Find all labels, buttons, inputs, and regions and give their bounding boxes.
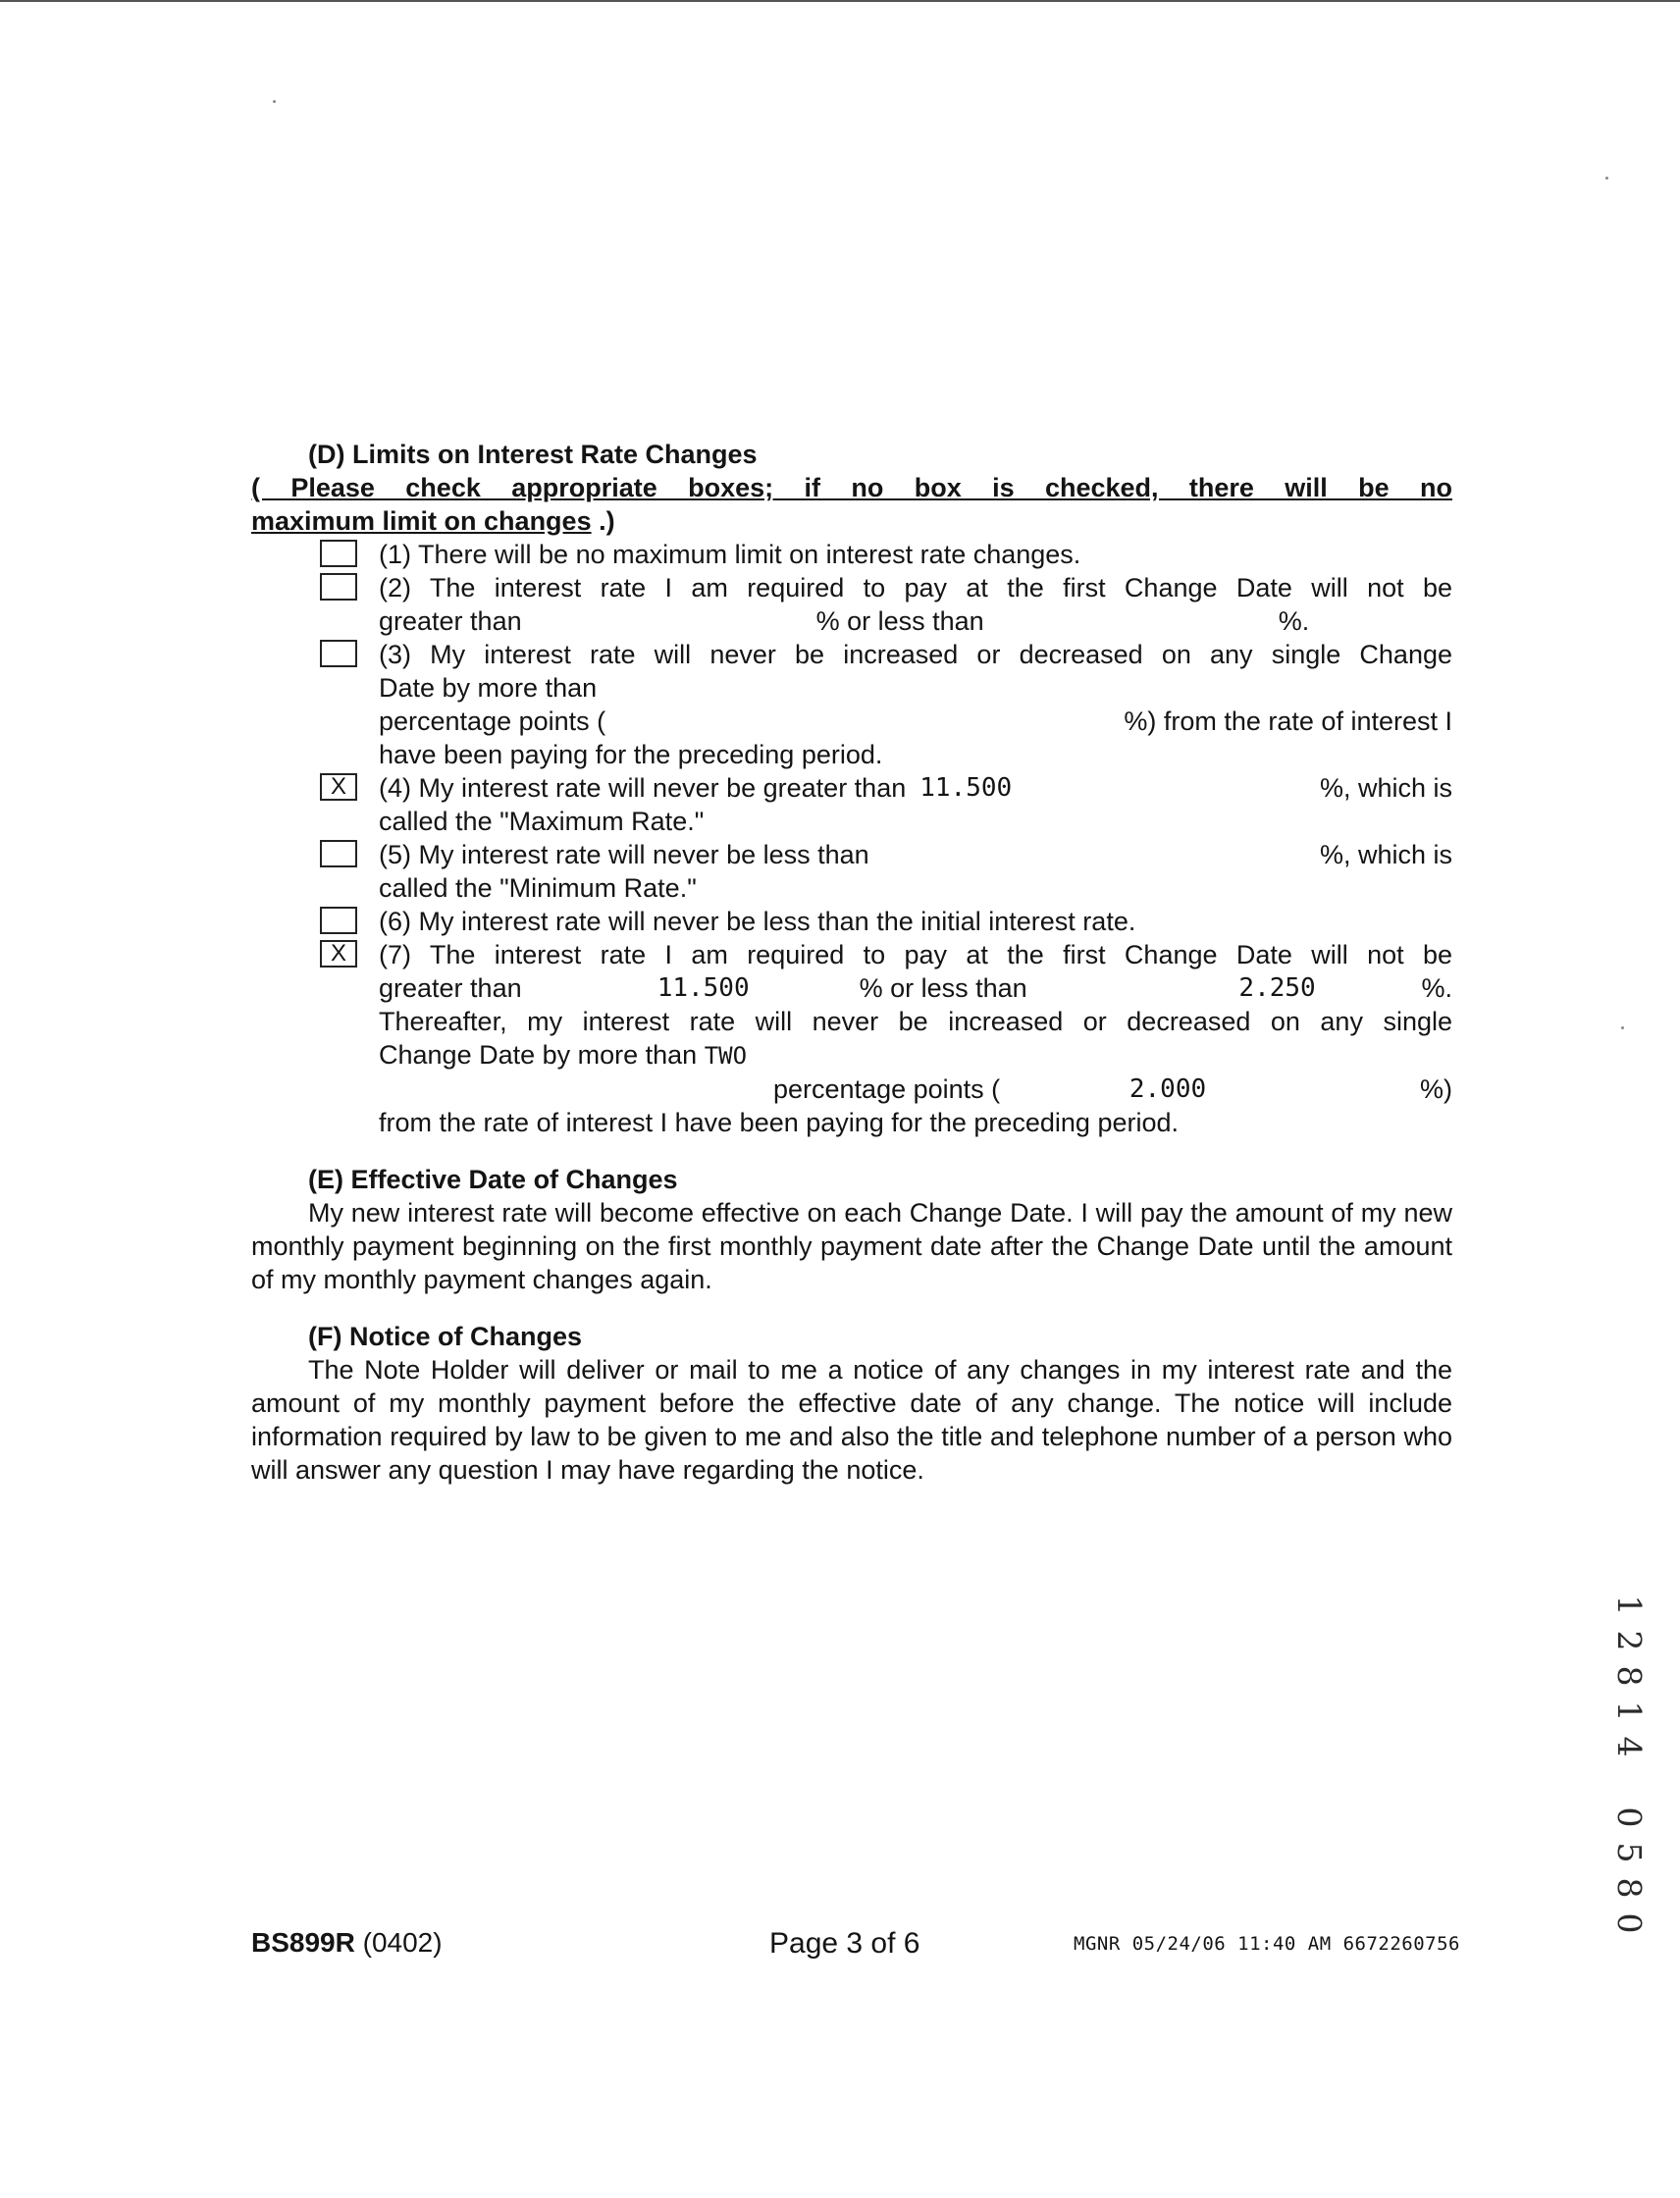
option-1-text: (1) There will be no maximum limit on interest rate changes. (379, 540, 1081, 569)
option-6-text: (6) My interest rate will never be less than the initial interest rate. (379, 907, 1136, 936)
option-6 (251, 905, 1452, 938)
form-code-rest: (0402) (354, 1927, 443, 1958)
side-number-char: 8 (1610, 1665, 1649, 1687)
option-6-checkbox[interactable] (320, 907, 357, 934)
option-7-word-value: TWO (704, 1042, 748, 1070)
section-f-body: The Note Holder will deliver or mail to me a notice of any changes in my interest rate and the amount of my monthly payment before the effective date of any change. The notice will include information required by law to be given to me and also the title and telephone number of a person who will answer any question I may have regarding the notice. (251, 1355, 1452, 1485)
option-7-min-value: 2.250 (1238, 973, 1316, 1003)
option-7-percent: %. (1421, 973, 1452, 1003)
scan-speck (1621, 1026, 1624, 1029)
option-2-line-1: (2) The interest rate I am required to pay at the first Change Date will not be (379, 573, 1452, 602)
instruction-line-2 (251, 504, 1452, 538)
side-number-char: 1 (1610, 1595, 1649, 1616)
fax-stamp: MGNR 05/24/06 11:40 AM 6672260756 (1074, 1933, 1460, 1955)
side-number-char: 0 (1610, 1806, 1649, 1828)
option-3-from-rate: %) from the rate of interest I (1124, 706, 1452, 736)
option-7-max-value: 11.500 (656, 973, 750, 1003)
option-7-less-than: % or less than (859, 973, 1027, 1003)
option-5-line-1 (379, 838, 1452, 871)
option-5-checkbox[interactable] (320, 840, 357, 867)
option-7-close-paren: %) (1420, 1074, 1452, 1104)
option-7-gap-2 (1316, 971, 1422, 1005)
scan-speck (273, 100, 276, 103)
option-3-line-1: (3) My interest rate will never be increased or decreased on any single Change (379, 640, 1452, 669)
section-d-heading: (D) Limits on Interest Rate Changes (308, 440, 758, 469)
option-5 (251, 838, 1452, 905)
side-number-char: 4 (1610, 1736, 1649, 1757)
section-e-heading: (E) Effective Date of Changes (308, 1165, 678, 1194)
option-7-line-4 (379, 1038, 1452, 1073)
option-7-points-value: 2.000 (1129, 1074, 1207, 1104)
option-4-line-1 (379, 771, 1452, 805)
form-code (251, 1927, 443, 1959)
section-f-heading: (F) Notice of Changes (308, 1322, 583, 1351)
option-7-gap-3 (1206, 1073, 1420, 1106)
spacer-e-f (251, 1296, 1452, 1320)
option-7-gap-1 (750, 971, 860, 1005)
option-3-points: percentage points ( (379, 706, 606, 736)
option-7-line-5 (379, 1073, 1452, 1106)
top-edge-line (0, 0, 1680, 2)
option-3-line-4: have been paying for the preceding period. (379, 740, 883, 769)
option-2-line-2 (379, 604, 1452, 638)
page-number: Page 3 of 6 (769, 1927, 920, 1960)
option-2-percent: %. (1278, 606, 1310, 636)
option-2-checkbox[interactable] (320, 573, 357, 601)
option-4-spacer (1012, 771, 1320, 805)
option-7-line-3: Thereafter, my interest rate will never be increased or decreased on any single (379, 1007, 1452, 1036)
option-7-change-date-by: Change Date by more than (379, 1040, 698, 1070)
option-5-text: (5) My interest rate will never be less than (379, 840, 869, 869)
section-e-body: My new interest rate will become effective on each Change Date. I will pay the amount of my new monthly payment beginning on the first monthly payment date after the Change Date until the amount of my monthly payment changes again. (251, 1198, 1452, 1294)
instruction-line-1: ( Please check appropriate boxes; if no box is checked, there will be no (251, 473, 1452, 502)
option-7 (251, 938, 1452, 1139)
option-7-checkbox[interactable]: X (320, 940, 357, 968)
document-body (251, 438, 1452, 1487)
side-recording-number (1600, 1588, 1658, 1941)
option-2-less-than: % or less than (815, 606, 984, 636)
spacer-d-e (251, 1139, 1452, 1163)
instruction-tail: .) (591, 506, 615, 536)
option-7-line-1: (7) The interest rate I am required to pay at the first Change Date will not be (379, 940, 1452, 969)
option-7-greater-than: greater than (379, 973, 522, 1003)
option-1 (251, 538, 1452, 571)
side-number-char: 2 (1610, 1630, 1649, 1651)
option-2 (251, 571, 1452, 638)
side-number-char: 5 (1610, 1842, 1649, 1863)
scan-speck (1605, 177, 1608, 180)
instruction-underlined: maximum limit on changes (251, 506, 592, 536)
option-3-line-3 (379, 705, 1452, 738)
option-4-which-is: %, which is (1319, 773, 1452, 803)
option-4-text: (4) My interest rate will never be greater than (379, 773, 907, 803)
option-3-line-2: Date by more than (379, 673, 598, 703)
form-code-bold: BS899R (251, 1927, 355, 1958)
option-4 (251, 771, 1452, 838)
side-number-char: 0 (1610, 1912, 1649, 1934)
option-7-percentage-points: percentage points ( (773, 1074, 1001, 1104)
option-5-line-2: called the "Minimum Rate." (379, 873, 697, 903)
option-2-greater-than: greater than (379, 606, 522, 636)
option-1-checkbox[interactable] (320, 540, 357, 567)
side-number-char: 8 (1610, 1877, 1649, 1899)
option-4-line-2: called the "Maximum Rate." (379, 807, 705, 836)
option-3-checkbox[interactable] (320, 640, 357, 667)
option-3 (251, 638, 1452, 771)
option-7-line-6: from the rate of interest I have been paying for the preceding period. (379, 1108, 1179, 1137)
option-5-which-is: %, which is (1319, 840, 1452, 869)
side-number-char: 1 (1610, 1701, 1649, 1722)
option-4-maximum-value: 11.500 (919, 773, 1013, 803)
option-4-checkbox[interactable]: X (320, 773, 357, 801)
option-7-line-2 (379, 971, 1452, 1005)
